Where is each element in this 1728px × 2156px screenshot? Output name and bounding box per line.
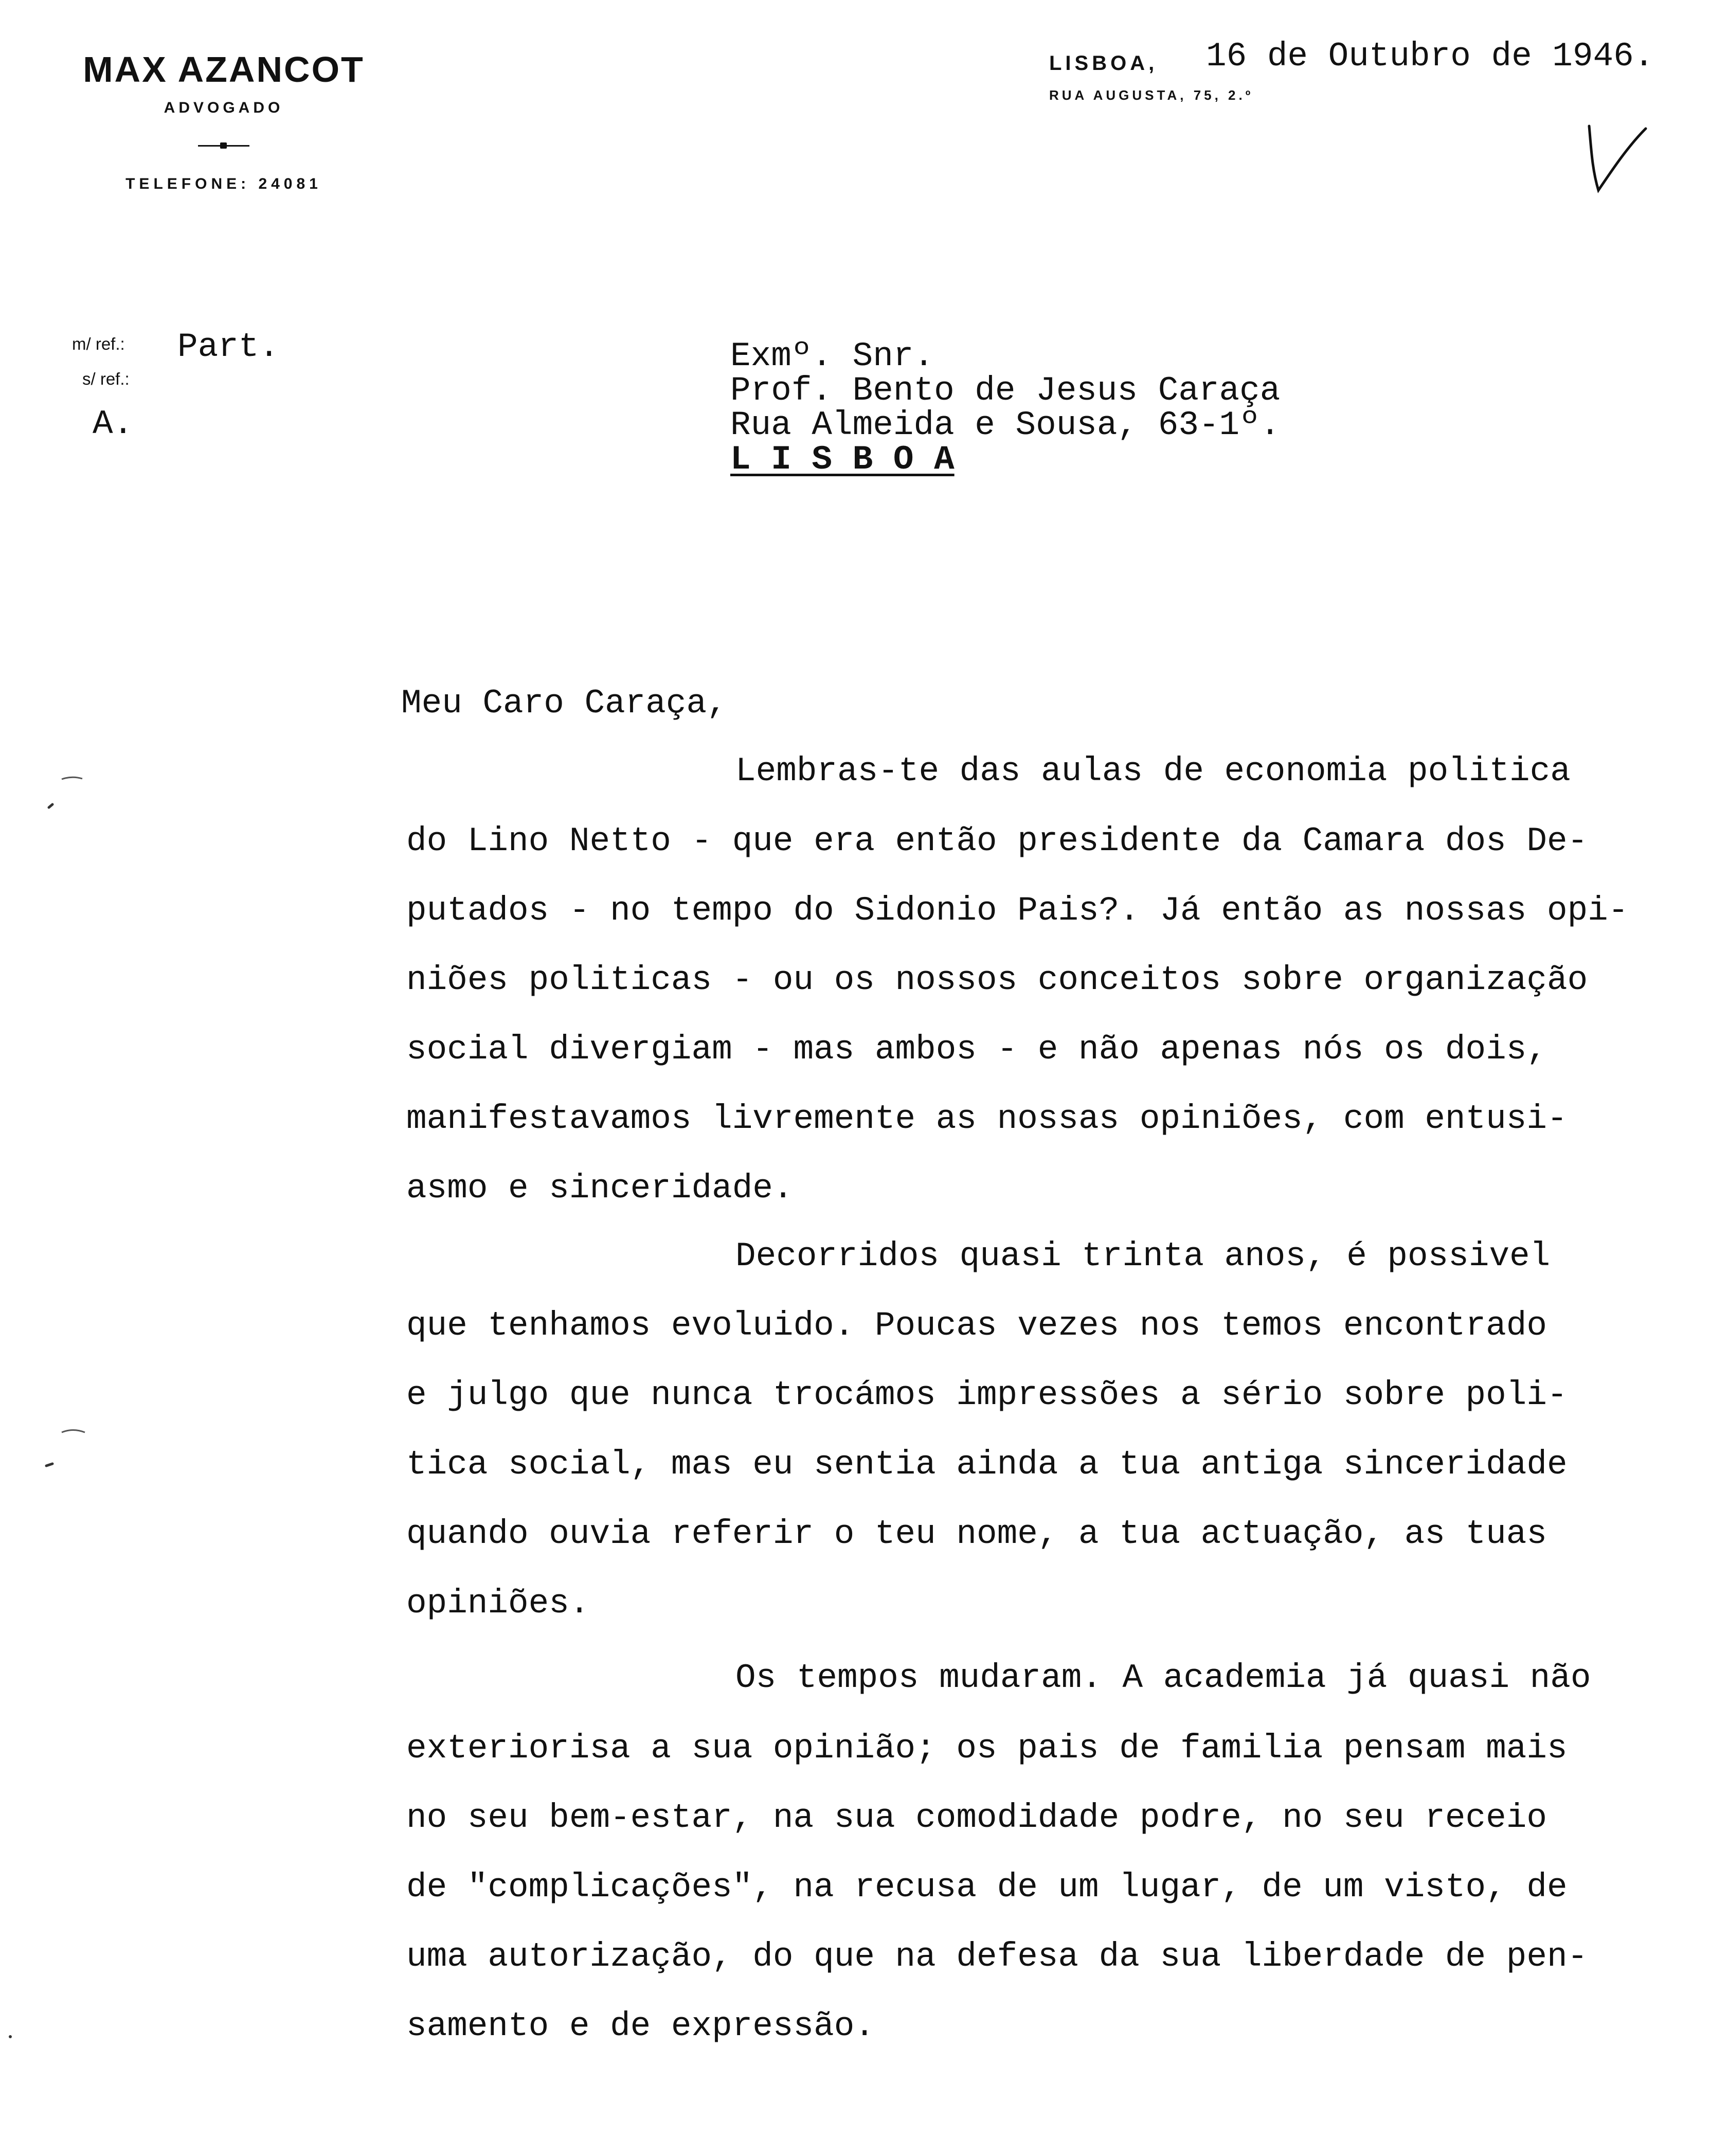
body-line: e julgo que nunca trocámos impressões a sério sobre poli-	[406, 1376, 1568, 1414]
body-line: opiniões.	[406, 1584, 590, 1623]
letterhead-city: LISBOA,	[1049, 52, 1158, 75]
handwritten-check-icon	[1584, 118, 1651, 201]
body-line: uma autorização, do que na defesa da sua liberdade de pen-	[406, 1937, 1588, 1976]
letterhead-name: MAX AZANCOT	[83, 49, 365, 89]
margin-dot-mark	[5, 2032, 15, 2042]
body-line: manifestavamos livremente as nossas opiniões, com entusi-	[406, 1100, 1568, 1138]
body-line: niões politicas - ou os nossos conceitos sobre organização	[406, 961, 1588, 999]
body-line: de "complicações", na recusa de um lugar, de um visto, de	[406, 1868, 1568, 1907]
body-line: samento e de expressão.	[406, 2007, 875, 2045]
body-line: quando ouvia referir o teu nome, a tua actuação, as tuas	[406, 1515, 1547, 1553]
letter-date: 16 de Outubro de 1946.	[1206, 37, 1654, 76]
body-line: putados - no tempo do Sidonio Pais?. Já então as nossas opi-	[406, 891, 1629, 930]
my-reference-label: m/ ref.:	[72, 334, 125, 353]
body-line: asmo e sinceridade.	[406, 1169, 794, 1208]
body-line: que tenhamos evoluido. Poucas vezes nos temos encontrado	[406, 1306, 1547, 1345]
letterhead-street: RUA AUGUSTA, 75, 2.º	[1049, 87, 1254, 103]
margin-hole-mark	[41, 1425, 93, 1471]
letterhead-profession: ADVOGADO	[164, 99, 284, 116]
my-reference-value: Part.	[177, 328, 280, 366]
recipient-salutation-title: Exmº. Snr.	[730, 337, 934, 375]
body-line: Os tempos mudaram. A academia já quasi não	[735, 1659, 1591, 1697]
letterhead-phone: TELEFONE: 24081	[125, 175, 322, 192]
body-line: social divergiam - mas ambos - e não apenas nós os dois,	[406, 1030, 1547, 1069]
body-line: do Lino Netto - que era então presidente da Camara dos De-	[406, 822, 1588, 860]
body-line: Decorridos quasi trinta anos, é possivel	[735, 1237, 1551, 1275]
your-reference-label: s/ ref.:	[82, 369, 130, 388]
recipient-street: Rua Almeida e Sousa, 63-1º.	[730, 406, 1281, 444]
letter-salutation: Meu Caro Caraça,	[401, 684, 727, 723]
letterhead-divider-ornament	[220, 142, 227, 149]
recipient-name: Prof. Bento de Jesus Caraça	[730, 371, 1281, 410]
typist-initial: A.	[93, 405, 134, 443]
body-line: exteriorisa a sua opinião; os pais de familia pensam mais	[406, 1729, 1568, 1768]
body-line: no seu bem-estar, na sua comodidade podre, no seu receio	[406, 1799, 1547, 1837]
recipient-city: L I S B O A	[730, 440, 955, 479]
body-line: Lembras-te das aulas de economia politica	[735, 752, 1571, 790]
margin-hole-mark	[41, 771, 87, 813]
body-line: tica social, mas eu sentia ainda a tua antiga sinceridade	[406, 1445, 1568, 1484]
